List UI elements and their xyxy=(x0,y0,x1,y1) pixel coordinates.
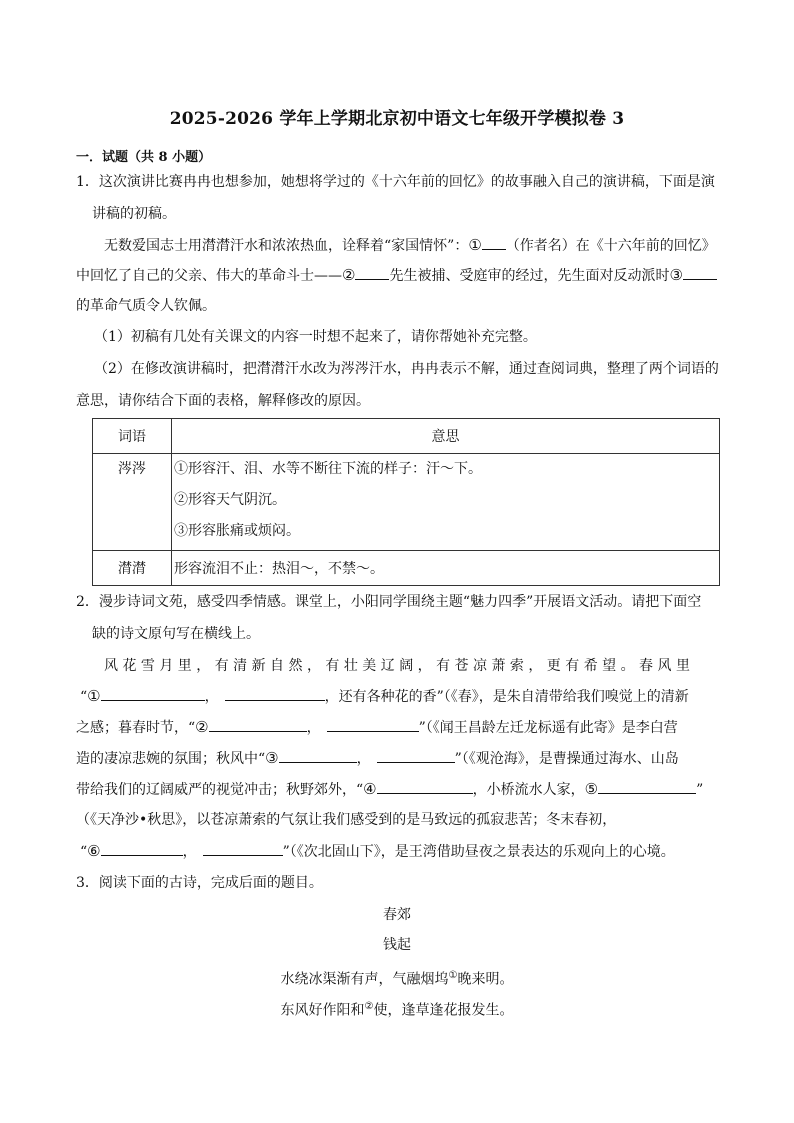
q2-blank-1a[interactable] xyxy=(101,686,205,701)
q2-blank-6a[interactable] xyxy=(101,841,183,856)
q1-blank-1[interactable] xyxy=(482,235,506,250)
table-meaning-line: ③形容胀痛或烦闷。 xyxy=(174,523,300,539)
q2-passage-line6: （《天净沙•秋思》，以苍凉萧索的气氛让我们感受到的是马致远的孤寂悲苦；冬末春初， xyxy=(76,812,617,828)
q2-blank-5[interactable] xyxy=(598,779,696,794)
table-row xyxy=(93,454,720,551)
q1-sub-question-2-line1: （2）在修改演讲稿时，把潸潸汗水改为涔涔汗水，冉冉表示不解，通过查阅词典，整理了两个词语的 xyxy=(94,361,719,377)
q2-stem-line2: 缺的诗文原句写在横线上。 xyxy=(92,626,260,642)
table-header-word: 词语 xyxy=(93,419,172,454)
q1-sub-question-2-line2: 意思，请你结合下面的表格，解释修改的原因。 xyxy=(76,393,370,409)
footnote-marker: ① xyxy=(448,970,458,981)
table-meaning-line: ①形容汗、泪、水等不断往下流的样子：汗～下。 xyxy=(174,461,482,477)
q2-passage-line5: 带给我们的辽阔威严的视觉冲击；秋野郊外，“④ ，小桥流水人家，⑤ ” xyxy=(76,780,704,798)
q2-blank-3b[interactable] xyxy=(377,748,455,763)
poem-author: 钱起 xyxy=(383,937,411,953)
table-meaning-line: 形容流泪不止：热泪～，不禁～。 xyxy=(172,551,720,586)
q2-blank-4[interactable] xyxy=(377,779,473,794)
q2-blank-3a[interactable] xyxy=(279,748,357,763)
q1-sub-question-1: （1）初稿有几处有关课文的内容一时想不起来了，请你帮她补充完整。 xyxy=(94,329,537,345)
q1-stem-line1: 1．这次演讲比赛冉冉也想参加，她想将学过的《十六年前的回忆》的故事融入自己的演讲稿，下面是演 xyxy=(76,174,715,190)
page-title: 2025-2026 学年上学期北京初中语文七年级开学模拟卷 3 xyxy=(169,109,625,129)
q2-blank-1b[interactable] xyxy=(225,686,325,701)
q2-blank-2a[interactable] xyxy=(209,717,307,732)
q1-blank-2[interactable] xyxy=(355,265,389,280)
q1-passage-line1: 无数爱国志士用潸潸汗水和浓浓热血，诠释着“家国情怀”：① （作者名）在《十六年前的回忆》 xyxy=(104,236,716,254)
q1-passage-line3: 的革命气质令人钦佩。 xyxy=(76,298,216,314)
table-meaning-line: ②形容天气阴沉。 xyxy=(174,492,286,508)
poem-verse-2: 东风好作阳和②使，逢草逢花报发生。 xyxy=(280,1001,514,1019)
table-word-cell: 涔涔 xyxy=(118,461,146,477)
q2-stem-line1: 2．漫步诗词文苑，感受四季情感。课堂上，小阳同学围绕主题“魅力四季”开展语文活动。请把下面空 xyxy=(76,594,702,610)
q2-passage-line3: 之感；暮春时节，“② ， ”（《闻王昌龄左迁龙标遥有此寄》是李白营 xyxy=(76,718,678,736)
table-word-cell: 潸潸 xyxy=(93,551,172,586)
poem-title: 春郊 xyxy=(383,907,411,923)
q1-passage-line2: 中回忆了自己的父亲、伟大的革命斗士——② 先生被捕、受庭审的经过，先生面对反动派时③ xyxy=(76,265,717,286)
vocabulary-table xyxy=(92,418,720,586)
footnote-marker: ② xyxy=(364,1001,374,1012)
poem-verse-1: 水绕冰渠渐有声，气融烟坞①晚来明。 xyxy=(280,970,514,988)
q1-blank-3[interactable] xyxy=(683,265,717,280)
q2-passage-line7: “⑥ ， ”（《次北固山下》，是王湾借助昼夜之景表达的乐观向上的心境。 xyxy=(80,842,675,860)
q2-blank-2b[interactable] xyxy=(327,717,419,732)
q1-stem-line2: 讲稿的初稿。 xyxy=(92,206,176,222)
table-header-meaning: 意思 xyxy=(172,419,720,454)
table-row xyxy=(93,551,720,586)
section-heading: 一．试题（共 8 小题） xyxy=(76,150,212,165)
q2-blank-6b[interactable] xyxy=(203,841,283,856)
q3-stem: 3．阅读下面的古诗，完成后面的题目。 xyxy=(76,875,323,891)
q2-passage-line2: “① ， ，还有各种花的香”（《春》，是朱自清带给我们嗅觉上的清新 xyxy=(80,687,689,705)
q2-passage-line4: 造的凄凉悲婉的氛围；秋风中“③ ， ”（《观沧海》，是曹操通过海水、山岛 xyxy=(76,749,679,767)
q2-passage-line1: 风 花 雪 月 里 ， 有 清 新 自 然 ， 有 壮 美 辽 阔 ， 有 苍 凉 萧 索 ， 更 有 希 望 。 春 风 里 xyxy=(104,658,690,674)
